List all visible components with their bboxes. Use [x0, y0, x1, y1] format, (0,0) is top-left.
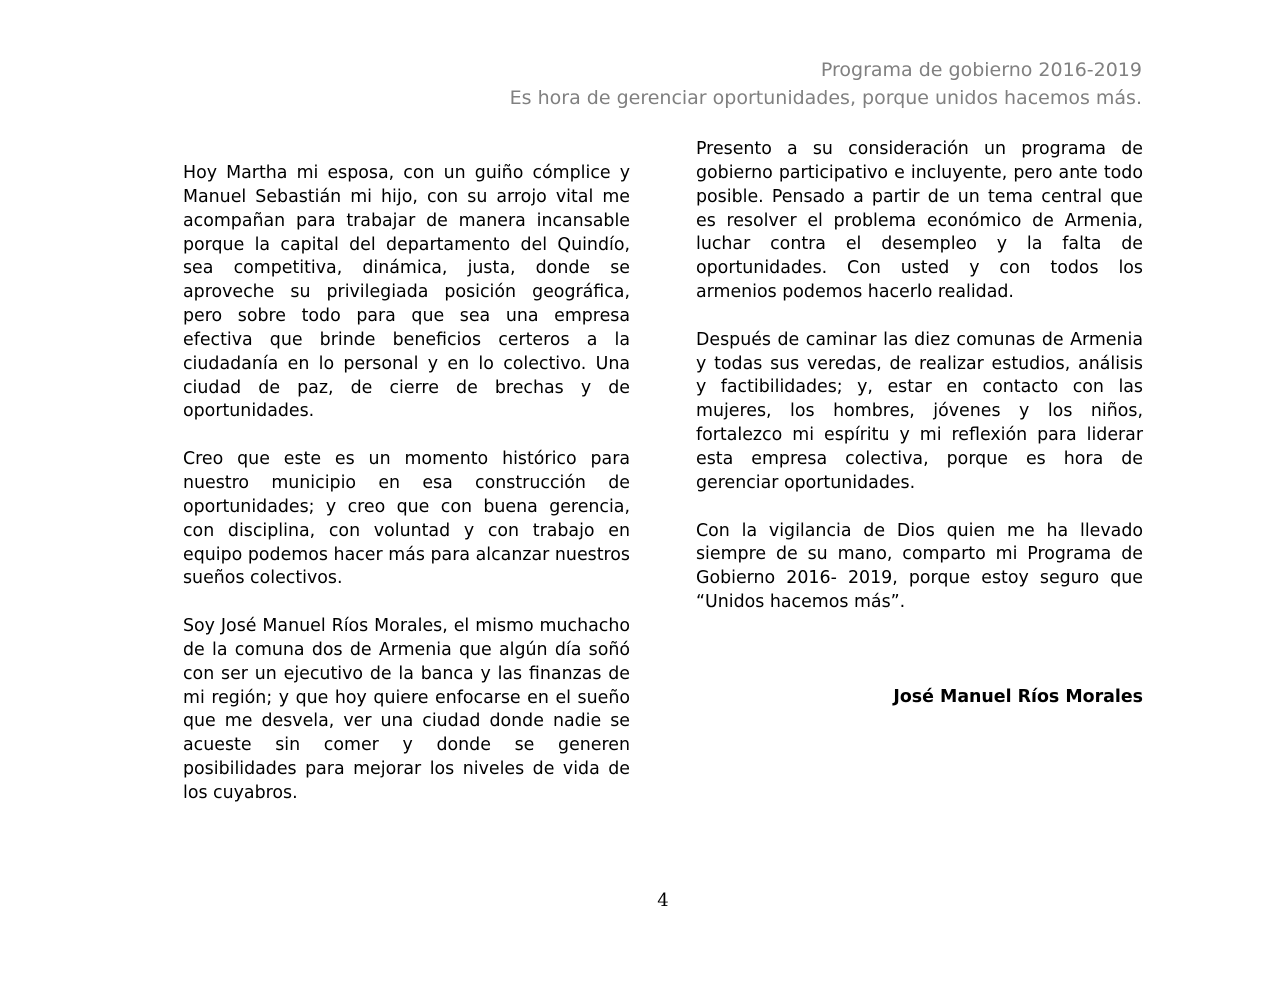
paragraph: Hoy Martha mi esposa, con un guiño cómplice y Manuel Sebastián mi hijo, con su arrojo vital me acompañan para trabajar de manera incansable porque la capital del departamento del Quindío, sea competitiva, dinámica, justa, donde se aproveche su privilegiada posición geográfica, pero sobre todo para que sea una empresa efectiva que brinde beneficios certeros a la ciudadanía en lo personal y en lo colectivo. Una ciudad de paz, de cierre de brechas y de oportunidades. — [183, 163, 630, 422]
paragraph: Presento a su consideración un programa de gobierno participativo e incluyente, pero ante todo posible. Pensado a partir de un tema central que es resolver el problema económico de Armenia, luchar contra el desempleo y la falta de oportunidades. Con usted y con todos los armenios podemos hacerlo realidad. — [696, 139, 1143, 303]
header-title: Programa de gobierno 2016-2019 — [820, 59, 1142, 81]
paragraph: Creo que este es un momento histórico para nuestro municipio en esa construcción de oportunidades; y creo que con buena gerencia, con disciplina, con voluntad y con trabajo en equipo podemos hacer más para alcanzar nuestros sueños colectivos. — [183, 449, 630, 589]
paragraph: Después de caminar las diez comunas de Armenia y todas sus veredas, de realizar estudios, análisis y factibilidades; y, estar en contacto con las mujeres, los hombres, jóvenes y los niños, fortalezco mi espíritu y mi reflexión para liderar esta empresa colectiva, porque es hora de gerenciar oportunidades. — [696, 329, 1143, 493]
page-header — [510, 56, 1142, 112]
paragraph: Soy José Manuel Ríos Morales, el mismo muchacho de la comuna dos de Armenia que algún día soñó con ser un ejecutivo de la banca y las finanzas de mi región; y que hoy quiere enfocarse en el sueño que me desvela, ver una ciudad donde nadie se acueste sin comer y donde se generen posibilidades para mejorar los niveles de vida de los cuyabros. — [183, 616, 630, 803]
paragraph: Con la vigilancia de Dios quien me ha llevado siempre de su mano, comparto mi Programa de Gobierno 2016- 2019, porque estoy seguro que “Unidos hacemos más”. — [696, 520, 1143, 613]
author-signature: José Manuel Ríos Morales — [893, 687, 1143, 707]
header-slogan: Es hora de gerenciar oportunidades, porque unidos hacemos más. — [509, 87, 1142, 109]
left-column — [183, 162, 630, 830]
page-number: 4 — [657, 890, 669, 911]
right-column — [696, 138, 1143, 639]
